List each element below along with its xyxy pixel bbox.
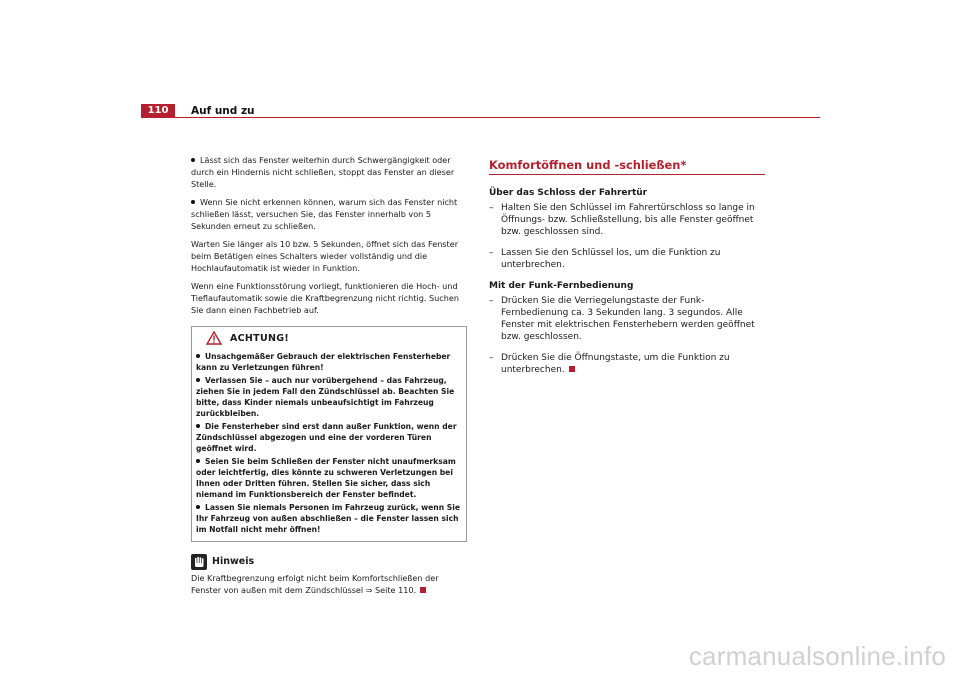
- warning-header: [206, 331, 462, 345]
- warning-item: [196, 456, 462, 500]
- bullet-icon: [196, 354, 200, 358]
- bullet-paragraph: [191, 154, 467, 190]
- warning-item-text: Unsachgemäßer Gebrauch der elektrischen Fensterheber kann zu Verletzungen führen!: [196, 352, 451, 372]
- instruction-step: [489, 202, 765, 238]
- watermark: carmanualsonline.info: [688, 641, 946, 671]
- bullet-paragraph: [191, 196, 467, 232]
- subsection-heading: Mit der Funk-Fernbedienung: [489, 281, 634, 291]
- warning-title: ACHTUNG!: [230, 332, 289, 344]
- dash-marker: –: [489, 353, 494, 363]
- warning-item-text: Lassen Sie niemals Personen im Fahrzeug zurück, wenn Sie Ihr Fahrzeug von außen abschließen – die Fenster lassen sich im Notfall nicht mehr öffnen!: [196, 503, 460, 534]
- body-paragraph: Wenn eine Funktionsstörung vorliegt, funktionieren die Hoch- und Tieflaufautomatik sowie die Kraftbegrenzung nicht richtig. Suchen Sie dann einen Fachbetrieb auf.: [191, 281, 459, 315]
- page-reference-link[interactable]: Seite 110.: [375, 585, 417, 595]
- bullet-icon: [196, 424, 200, 428]
- bullet-icon: [191, 158, 195, 162]
- dash-marker: –: [489, 248, 494, 258]
- bullet-icon: [191, 200, 195, 204]
- warning-item-text: Seien Sie beim Schließen der Fenster nicht unaufmerksam oder leichtfertig, dies könnte zu schweren Verletzungen bei Ihnen oder Dritten führen. Stellen Sie sicher, dass sich niemand im Funktionsbereich der Fenster befindet.: [196, 457, 456, 499]
- step-text: Halten Sie den Schlüssel im Fahrertürschloss so lange in Öffnungs- bzw. Schließstellung, bis alle Fenster geöffnet bzw. geschlossen sind.: [501, 203, 755, 237]
- note-header: [191, 554, 467, 570]
- warning-item: [196, 502, 462, 535]
- dash-marker: –: [489, 296, 494, 306]
- note-title: Hinweis: [212, 556, 255, 567]
- cross-ref-arrow-icon: ⇒: [365, 586, 373, 595]
- warning-box: [191, 326, 467, 542]
- step-text: Drücken Sie die Verriegelungstaste der Funk-Fernbedienung ca. 3 Sekunden lang. 3 segundos. Alle Fenster mit elektrischen Fensterhebern werden geöffnet bzw. geschlossen.: [501, 296, 755, 342]
- warning-item-text: Verlassen Sie – auch nur vorübergehend – das Fahrzeug, ziehen Sie in jedem Fall den Zündschlüssel ab. Beachten Sie bitte, dass Kinder niemals unbeaufsichtigt im Fahrzeug zurückbleiben.: [196, 376, 455, 418]
- section-rule: [489, 174, 765, 175]
- step-text: Lassen Sie den Schlüssel los, um die Funktion zu unterbrechen.: [501, 248, 721, 270]
- step-text: Drücken Sie die Öffnungstaste, um die Funktion zu unterbrechen.: [501, 353, 730, 375]
- bullet-icon: [196, 505, 200, 509]
- bullet-text: Lässt sich das Fenster weiterhin durch Schwergängigkeit oder durch ein Hindernis nicht schließen, stoppt das Fenster an dieser Stelle.: [191, 155, 455, 189]
- subsection-heading: Über das Schloss der Fahrertür: [489, 188, 648, 198]
- note-text: [191, 572, 467, 597]
- instruction-step: [489, 295, 765, 343]
- right-column: [489, 154, 765, 385]
- header-rule: [141, 117, 820, 118]
- instruction-step: [489, 247, 765, 271]
- page-number-badge: 110: [141, 104, 175, 118]
- end-of-section-icon: [420, 587, 426, 593]
- note-hand-icon: [191, 554, 207, 570]
- bullet-text: Wenn Sie nicht erkennen können, warum sich das Fenster nicht schließen lässt, versuchen Sie, das Fenster innerhalb von 5 Sekunden erneut zu schließen.: [191, 197, 458, 231]
- bullet-icon: [196, 378, 200, 382]
- bullet-icon: [196, 459, 200, 463]
- warning-item-text: Die Fensterheber sind erst dann außer Funktion, wenn der Zündschlüssel abgezogen und eine der vorderen Türen geöffnet wird.: [196, 422, 457, 453]
- body-paragraph: Warten Sie länger als 10 bzw. 5 Sekunden, öffnet sich das Fenster beim Betätigen eines Schalters wieder vollständig und die Hochlaufautomatik ist wieder in Funktion.: [191, 239, 459, 273]
- section-title: Komfortöffnen und -schließen*: [489, 158, 687, 172]
- warning-triangle-icon: [206, 331, 222, 345]
- dash-marker: –: [489, 203, 494, 213]
- left-column: [191, 154, 467, 603]
- instruction-step: [489, 352, 765, 376]
- end-of-section-icon: [569, 366, 575, 372]
- warning-item: [196, 421, 462, 454]
- warning-item: [196, 351, 462, 373]
- running-head: Auf und zu: [191, 105, 255, 117]
- warning-item: [196, 375, 462, 419]
- note-body: Die Kraftbegrenzung erfolgt nicht beim Komfortschließen der Fenster von außen mit dem Zündschlüssel: [191, 573, 439, 595]
